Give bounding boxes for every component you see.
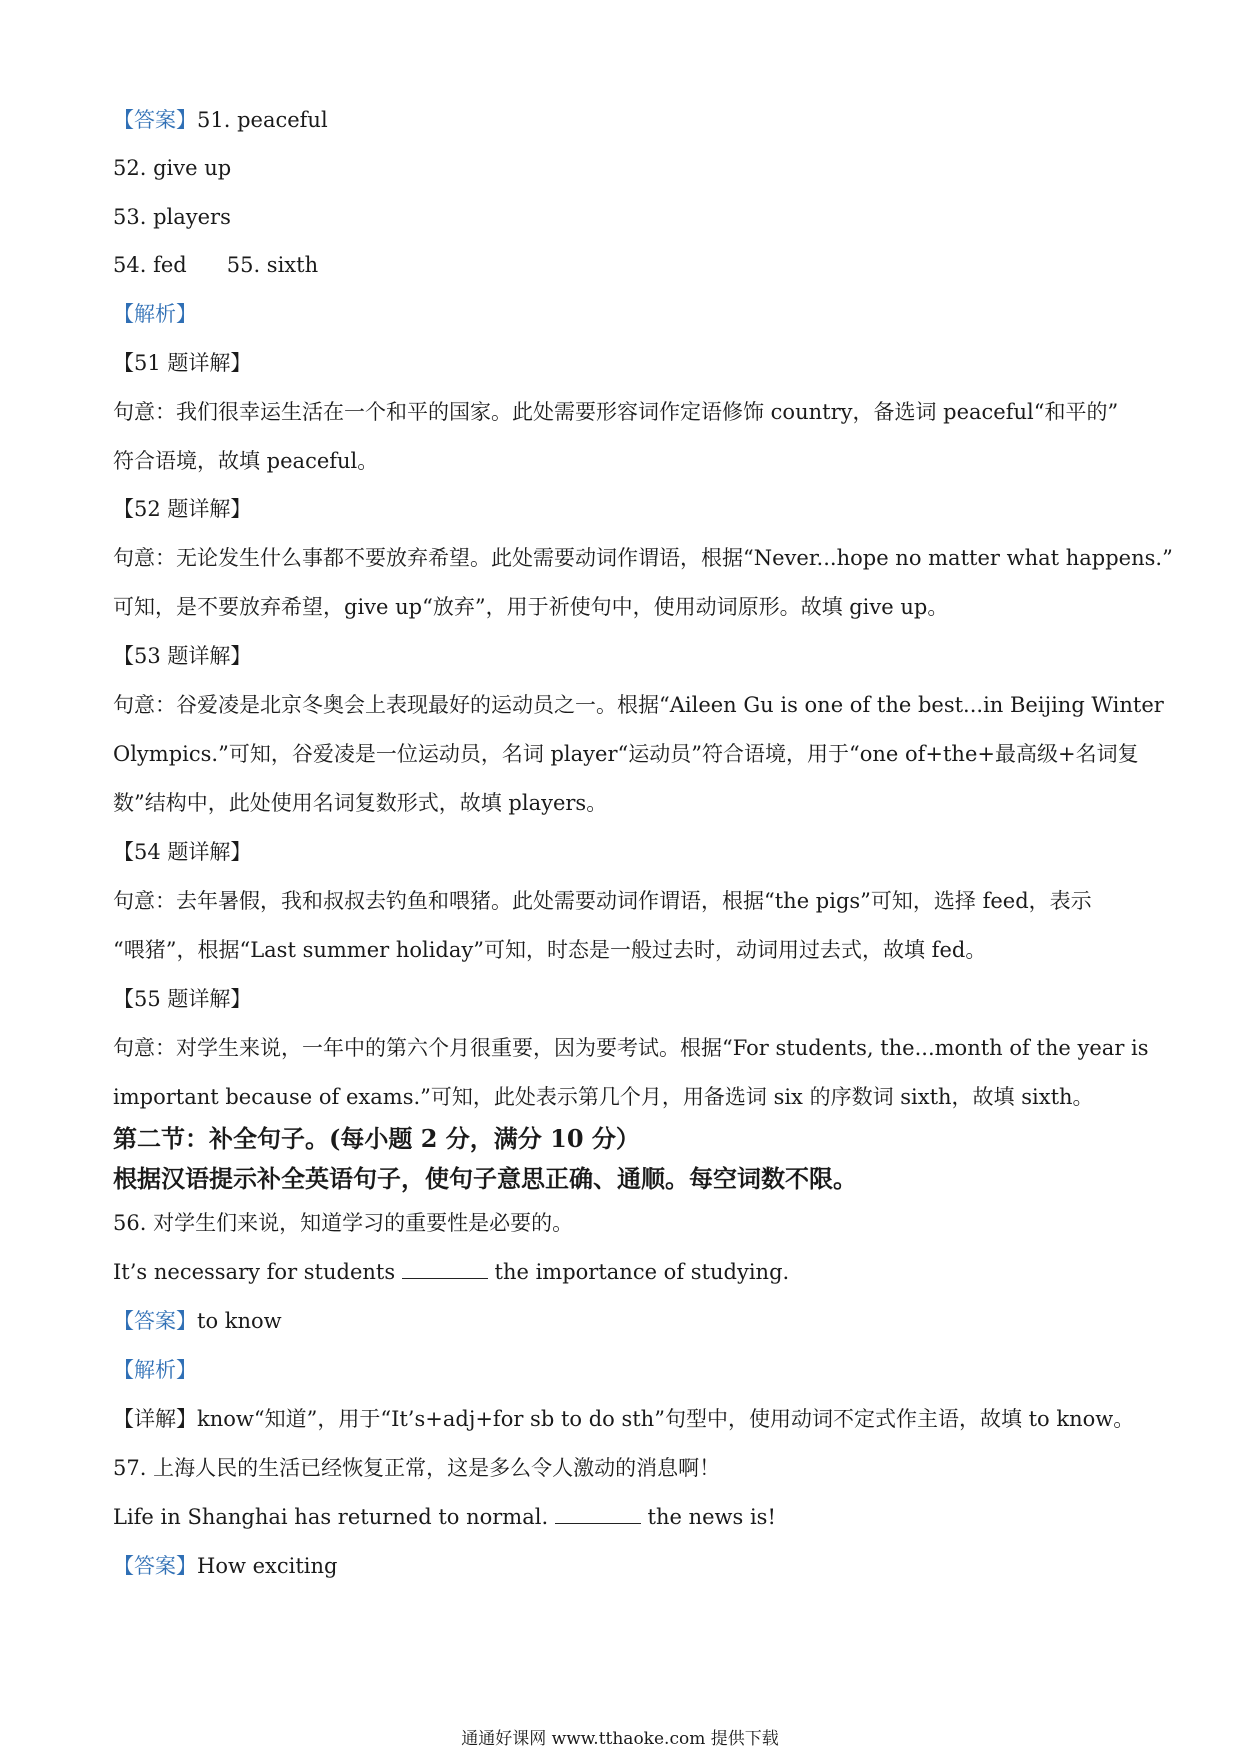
q56-analysis-tag: 【解析】 [113,1358,197,1382]
q52-explanation-line2: 可知，是不要放弃希望，give up“放弃”，用于祈使句中，使用动词原形。故填 give up。 [113,595,949,619]
q53-explanation-line2: Olympics.”可知，谷爱凌是一位运动员，名词 player“运动员”符合语境，用于“one of+the+最高级+名词复 [113,742,1139,766]
q51-explanation-line1: 句意：我们很幸运生活在一个和平的国家。此处需要形容词作定语修饰 country，备选词 peaceful“和平的” [113,400,1119,424]
answer-tag: 【答案】 [113,108,197,132]
answer-tag: 【答案】 [113,1554,197,1578]
section-instruction: 根据汉语提示补全英语句子，使句子意思正确、通顺。每空词数不限。 [113,1164,857,1193]
q52-heading: 【52 题详解】 [113,497,252,521]
detail-tag: 【详解】 [113,1407,197,1431]
answer-54: 54. fed [113,253,187,277]
q57-sentence-end: the news is! [647,1505,776,1529]
answer-tag: 【答案】 [113,1309,197,1333]
q56-sentence-end: the importance of studying. [494,1260,790,1284]
q53-heading: 【53 题详解】 [113,644,252,668]
q55-explanation-line2: important because of exams.”可知，此处表示第几个月，用备选词 six 的序数词 sixth，故填 sixth。 [113,1085,1094,1109]
answer-53: 53. players [113,205,231,229]
q54-heading: 【54 题详解】 [113,840,252,864]
q57-english-sentence [113,1503,1140,1531]
answer-51 [113,106,1140,134]
answer-52: 52. give up [113,156,232,180]
q51-explanation-line2: 符合语境，故填 peaceful。 [113,449,379,473]
q57-chinese-prompt: 57. 上海人民的生活已经恢复正常，这是多么令人激动的消息啊！ [113,1456,721,1480]
q56-blank [402,1258,488,1279]
q56-english-sentence [113,1258,1140,1286]
page-footer: 通通好课网 www.tthaoke.com 提供下载 [461,1729,779,1749]
q56-detail-text: know“知道”，用于“It’s+adj+for sb to do sth”句型中，使用动词不定式作主语，故填 to know。 [197,1407,1135,1431]
q52-explanation-line1: 句意：无论发生什么事都不要放弃希望。此处需要动词作谓语，根据“Never...hope no matter what happens.” [113,546,1173,570]
q54-explanation-line1: 句意：去年暑假，我和叔叔去钓鱼和喂猪。此处需要动词作谓语，根据“the pigs”可知，选择 feed，表示 [113,889,1092,913]
q57-answer-text: How exciting [197,1554,338,1578]
answer-51-text: 51. peaceful [197,108,328,132]
q53-explanation-line3: 数”结构中，此处使用名词复数形式，故填 players。 [113,791,608,815]
q56-answer-text: to know [197,1309,282,1333]
q57-blank [555,1503,641,1524]
answer-55: 55. sixth [226,253,319,277]
q53-explanation-line1: 句意：谷爱凌是北京冬奥会上表现最好的运动员之一。根据“Aileen Gu is one of the best...in Beijing Winter [113,693,1164,717]
answer-54-55 [113,251,1140,279]
section-title: 第二节：补全句子。(每小题 2 分，满分 10 分） [113,1124,640,1153]
q56-detail [113,1405,1140,1433]
q54-explanation-line2: “喂猪”，根据“Last summer holiday”可知，时态是一般过去时，动词用过去式，故填 fed。 [113,938,987,962]
q51-heading: 【51 题详解】 [113,351,252,375]
q56-chinese-prompt: 56. 对学生们来说，知道学习的重要性是必要的。 [113,1211,574,1235]
q56-answer [113,1307,1140,1335]
q57-sentence-start: Life in Shanghai has returned to normal. [113,1505,549,1529]
analysis-tag: 【解析】 [113,302,197,326]
q57-answer [113,1552,1140,1580]
q55-explanation-line1: 句意：对学生来说，一年中的第六个月很重要，因为要考试。根据“For students, the...month of the year is [113,1036,1149,1060]
q55-heading: 【55 题详解】 [113,987,252,1011]
q56-sentence-start: It’s necessary for students [113,1260,396,1284]
